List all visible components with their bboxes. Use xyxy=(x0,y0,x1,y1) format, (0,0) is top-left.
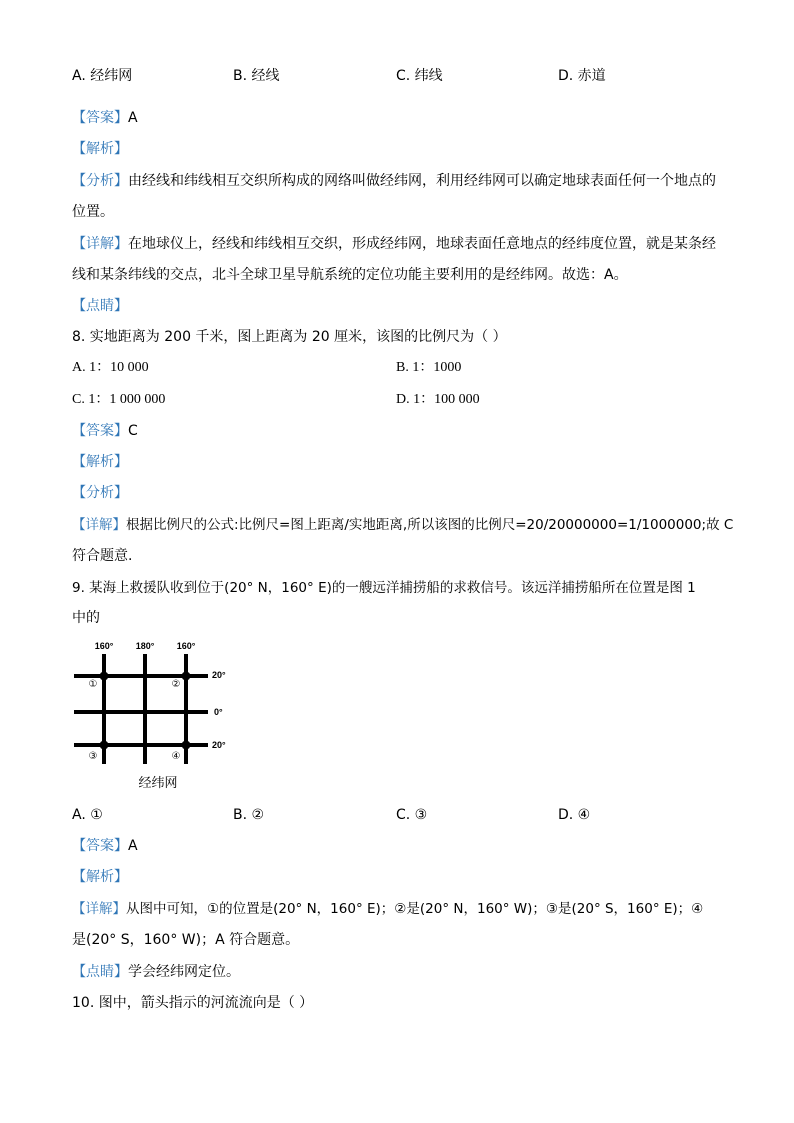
q9-option-a: A. ① xyxy=(72,807,103,823)
q8-answer-line xyxy=(72,421,138,441)
answer-value: C xyxy=(128,423,138,439)
point-2-label: ② xyxy=(171,679,181,690)
point-1-dot xyxy=(100,672,109,681)
analysis-tag: 【解析】 xyxy=(72,141,128,157)
q7-detail-line1 xyxy=(72,234,716,254)
q8-analysis-heading xyxy=(72,452,128,472)
top-label-right: 160° xyxy=(176,641,196,651)
q8-detail-line1 xyxy=(72,515,733,535)
right-label-top: 20° xyxy=(212,670,226,680)
detail-text: 在地球仪上，经线和纬线相互交织，形成经纬网，地球表面任意地点的经纬度位置，就是某条经 xyxy=(128,236,716,252)
detail-tag: 【详解】 xyxy=(72,236,128,252)
q8-option-c: C. 1：1 000 000 xyxy=(72,392,166,407)
detail-text: 根据比例尺的公式:比例尺=图上距离/实地距离,所以该图的比例尺=20/20000000=1/1000000;故 C xyxy=(126,517,734,533)
q9-answer-line xyxy=(72,836,138,856)
fenxi-tag: 【分析】 xyxy=(72,173,128,189)
top-label-left: 160° xyxy=(94,641,114,651)
q7-option-d: D. 赤道 xyxy=(558,68,606,84)
point-1-label: ① xyxy=(88,679,98,690)
point-4-dot xyxy=(182,741,191,750)
answer-value: A xyxy=(128,838,138,854)
answer-value: A xyxy=(128,110,138,126)
answer-tag: 【答案】 xyxy=(72,838,128,854)
analysis-tag: 【解析】 xyxy=(72,869,128,885)
q7-option-b: B. 经线 xyxy=(233,68,280,84)
q7-option-c: C. 纬线 xyxy=(396,68,443,84)
point-4-label: ④ xyxy=(171,751,181,762)
point-2-dot xyxy=(182,672,191,681)
q9-stem-line1: 9. 某海上救援队收到位于(20° N，160° E)的一艘远洋捕捞船的求救信号。该远洋捕捞船所在位置是图 1 xyxy=(72,580,696,596)
q7-review-heading xyxy=(72,296,128,316)
lat-long-grid-diagram xyxy=(70,636,240,794)
diagram-caption: 经纬网 xyxy=(138,776,178,791)
q9-stem-line2: 中的 xyxy=(72,610,100,626)
q7-fenxi-line1 xyxy=(72,171,716,191)
q8-fenxi-heading xyxy=(72,483,128,503)
q9-detail-line1 xyxy=(72,899,703,919)
detail-tag: 【详解】 xyxy=(72,901,126,917)
q8-option-d: D. 1：100 000 xyxy=(396,392,480,407)
q9-option-c: C. ③ xyxy=(396,807,428,823)
q8-option-b: B. 1：1000 xyxy=(396,360,462,375)
right-label-middle: 0° xyxy=(214,707,223,717)
q9-analysis-heading xyxy=(72,867,128,887)
answer-tag: 【答案】 xyxy=(72,423,128,439)
q7-detail-line2: 线和某条纬线的交点，北斗全球卫星导航系统的定位功能主要利用的是经纬网。故选：A。 xyxy=(72,267,628,283)
q7-option-a: A. 经纬网 xyxy=(72,68,133,84)
review-tag: 【点睛】 xyxy=(72,298,128,314)
detail-tag: 【详解】 xyxy=(72,517,126,533)
analysis-tag: 【解析】 xyxy=(72,454,128,470)
point-3-label: ③ xyxy=(88,751,98,762)
q9-review-line xyxy=(72,962,240,982)
q7-fenxi-line2: 位置。 xyxy=(72,204,114,220)
right-label-bottom: 20° xyxy=(212,740,226,750)
q10-stem: 10. 图中，箭头指示的河流流向是（ ） xyxy=(72,995,314,1011)
q8-stem: 8. 实地距离为 200 千米，图上距离为 20 厘米，该图的比例尺为（ ） xyxy=(72,329,507,345)
point-3-dot xyxy=(100,741,109,750)
top-label-middle: 180° xyxy=(135,641,155,651)
q7-analysis-heading xyxy=(72,139,128,159)
review-tag: 【点睛】 xyxy=(72,964,128,980)
q9-detail-line2: 是(20° S，160° W)；A 符合题意。 xyxy=(72,932,300,948)
q9-option-d: D. ④ xyxy=(558,807,591,823)
detail-text: 从图中可知，①的位置是(20° N，160° E)；②是(20° N，160° W)；③是(20° S，160° E)；④ xyxy=(126,901,704,917)
q8-detail-line2: 符合题意. xyxy=(72,548,133,564)
q7-answer-line xyxy=(72,108,138,128)
answer-tag: 【答案】 xyxy=(72,110,128,126)
fenxi-text: 由经线和纬线相互交织所构成的网络叫做经纬网，利用经纬网可以确定地球表面任何一个地点的 xyxy=(128,173,716,189)
q9-option-b: B. ② xyxy=(233,807,265,823)
fenxi-tag: 【分析】 xyxy=(72,485,128,501)
review-text: 学会经纬网定位。 xyxy=(128,964,240,980)
q8-option-a: A. 1：10 000 xyxy=(72,360,149,375)
